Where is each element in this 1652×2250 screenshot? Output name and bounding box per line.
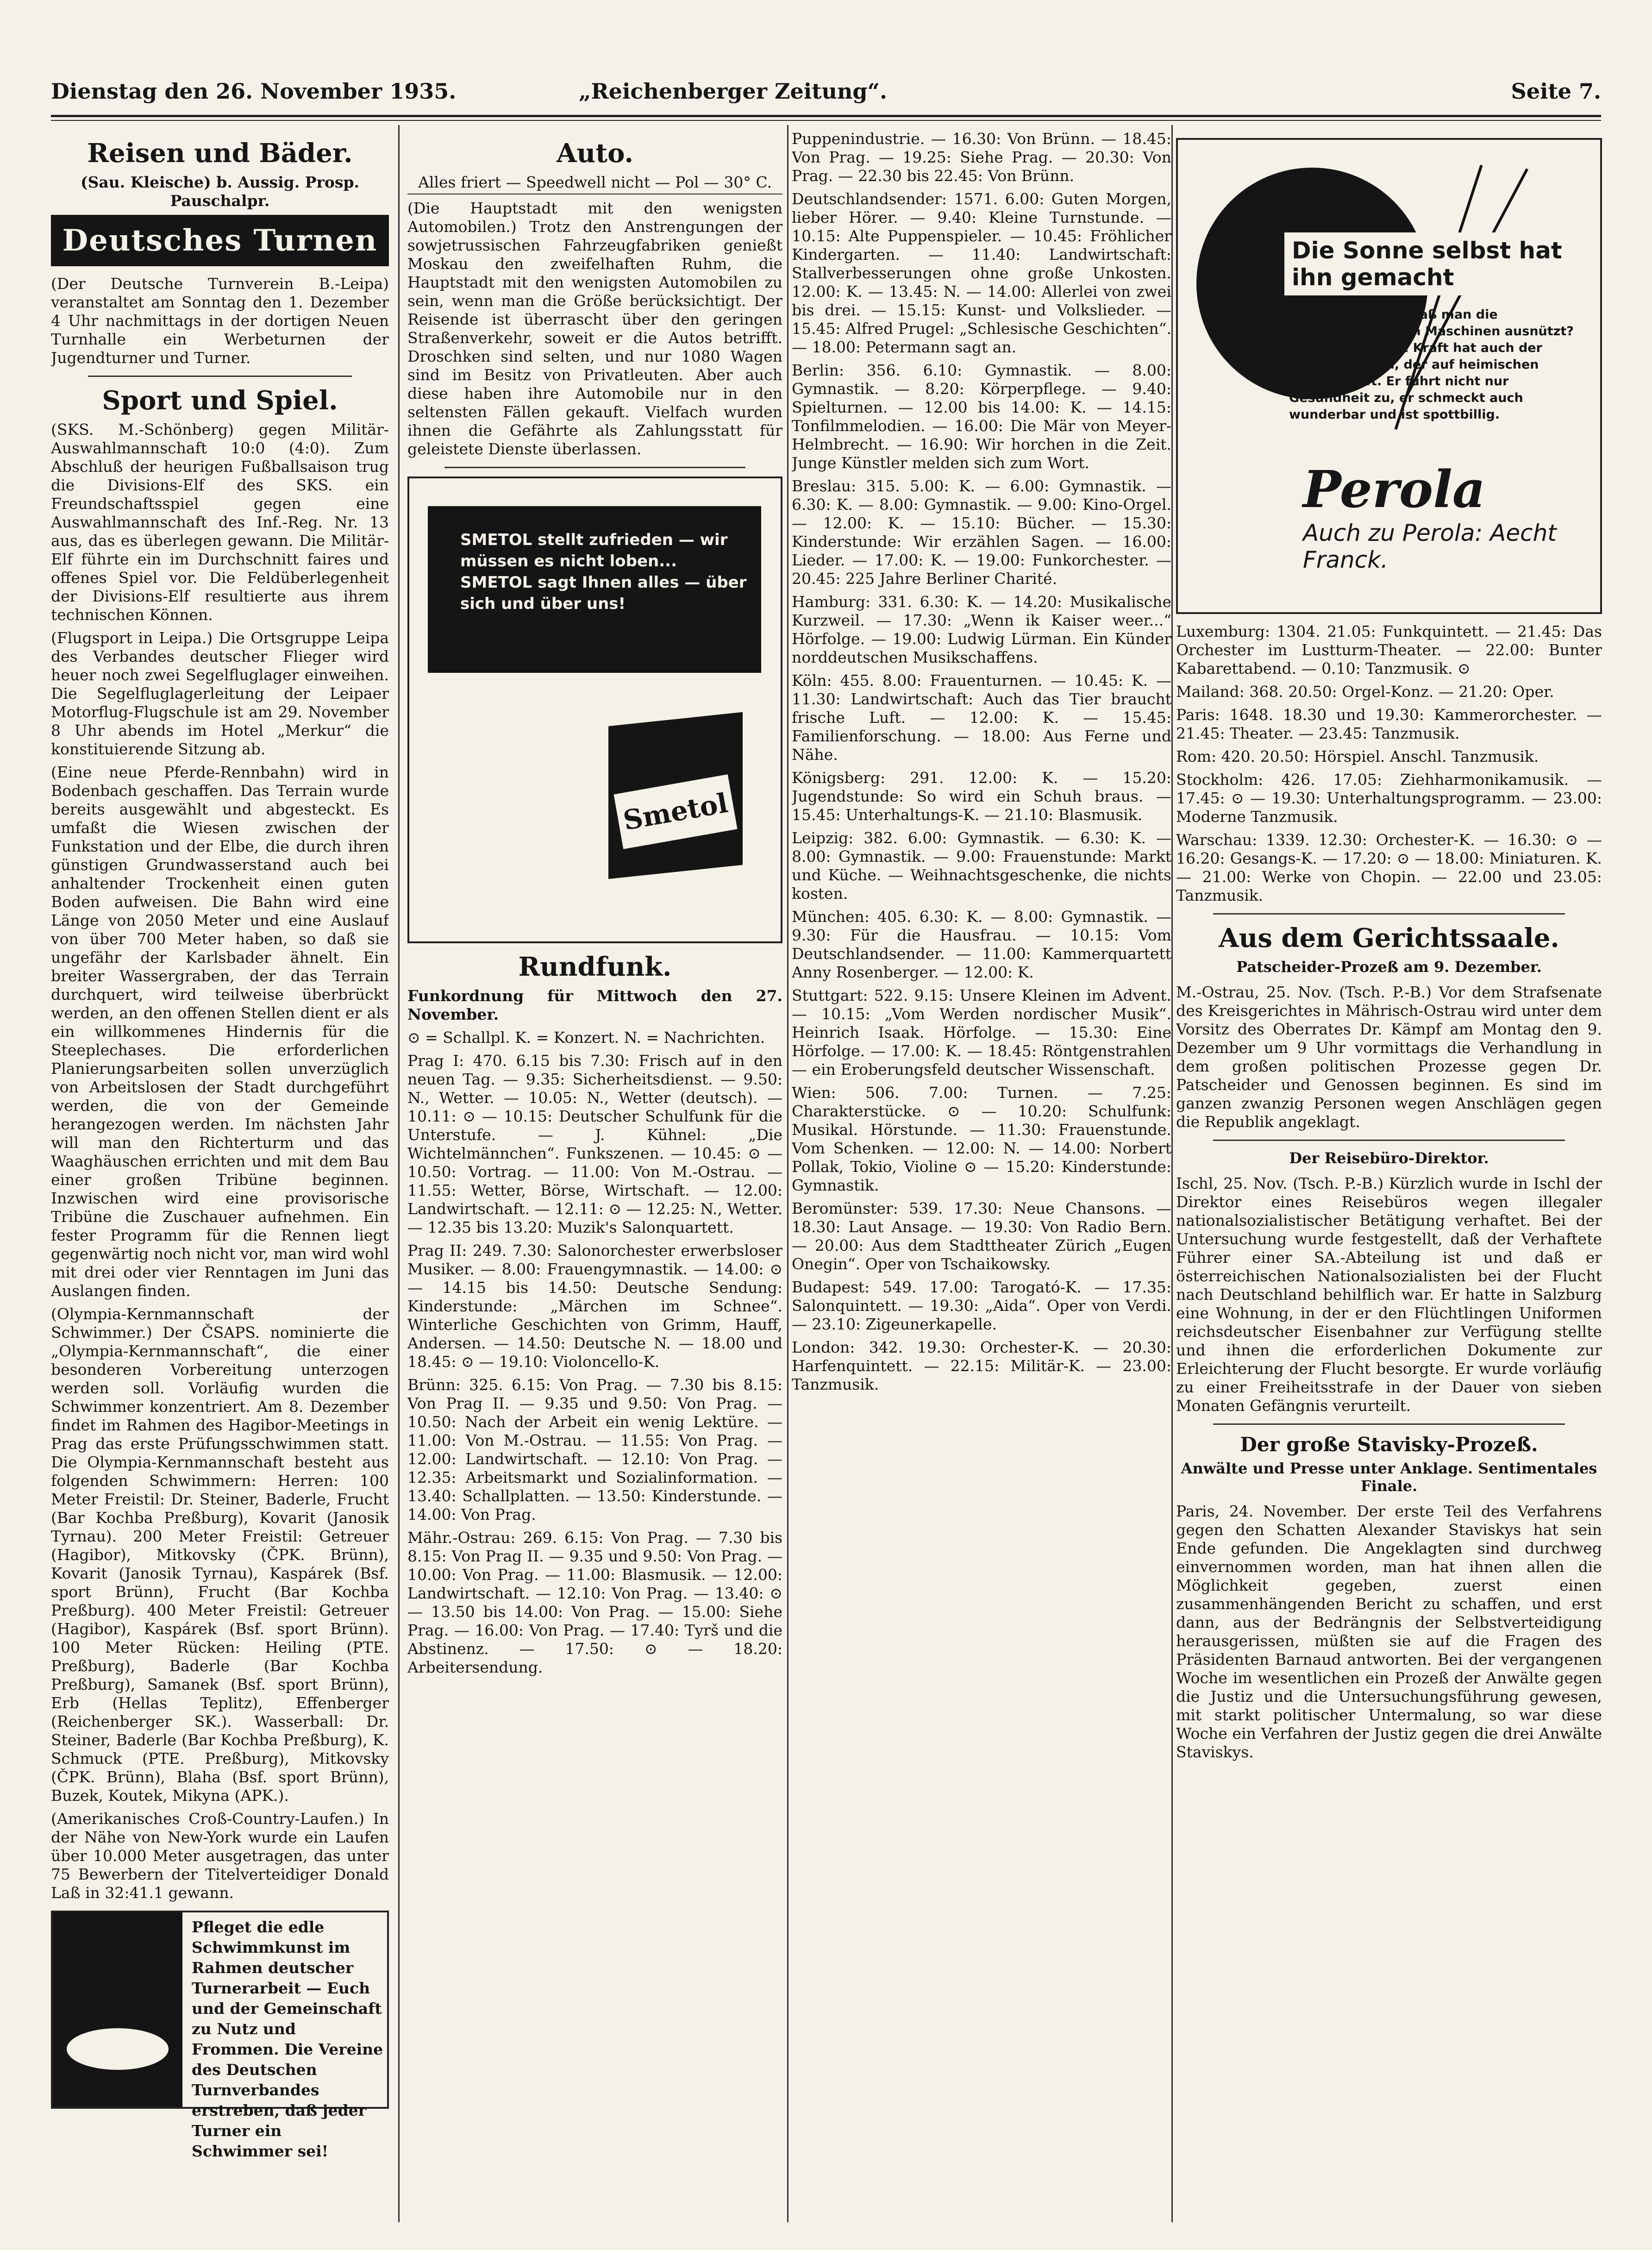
- turnen-text: (Der Deutsche Turnverein B.-Leipa) veranstaltet am Sonntag den 1. Dezember 4 Uhr nachmittags in der dortigen Neuen Turnhalle ein Werbeturnen der Jugendturner und Turner.: [51, 275, 389, 367]
- column-4: [1176, 130, 1602, 2222]
- header-title: „Reichenberger Zeitung“.: [579, 79, 888, 104]
- swim-advert: [51, 1911, 389, 2160]
- radio-listing: Paris: 1648. 18.30 und 19.30: Kammerorchester. — 21.45: Theater. — 23.45: Tanzmusik.: [1176, 706, 1602, 742]
- section-title-sport: Sport und Spiel.: [102, 385, 338, 416]
- sport-paragraph: (Eine neue Pferde-Rennbahn) wird in Bodenbach geschaffen. Das Terrain wurde bereits ausgewählt und abgesteckt. Es umfaßt die Wiesen zwischen der Funkstation und der Elbe, die durch ihren günstigen Grundwasserstand auch bei anhaltender Trockenheit einen guten Boden aufweisen. Die Bahn wird eine Länge von 2050 Meter und eine Auslauf von über 700 Meter haben, so daß sie ungefähr der Karlsbader ähnelt. Ein breiter Wassergraben, der das Terrain durchquert, wird teilweise überbrückt werden, an den offenen Stellen dient er als ein willkommenes Hindernis für die Steeplechases. Die erforderlichen Planierungsarbeiten sollen unverzüglich von Arbeitslosen der Stadt durchgeführt werden, die von der Gemeinde herangezogen werden. Im nächsten Jahr will man den Richterturm und das Waaghäuschen errichten und mit dem Bau einer großen Tribüne beginnen. Inzwischen wird eine provisorische Tribüne die Zuschauer aufnehmen. Ein fester Programm für die Rennen liegt gegenwärtig noch nicht vor, man wird wohl mit drei oder vier Renntagen im Juni das Auslangen finden.: [51, 763, 389, 1300]
- article-text: Ischl, 25. Nov. (Tsch. P.-B.) Kürzlich wurde in Ischl der Direktor eines Reisebüros wegen illegaler nationalsozialistischer Betätigung verhaftet. Bei der Untersuchung wurde festgestellt, daß der Verhaftete Führer einer SA.-Abteilung ist und daß er österreichischen Nationalsozialisten bei der Flucht nach Deutschland behilflich war. Er hatte in Salzburg eine Wohnung, in der er den Flüchtlingen Uniformen reichsdeutscher Eisenbahner zur Verfügung stellte und ihnen die erforderlichen Dokumente zur Erleichterung der Flucht besorgte. Er wurde vorläufig zu einer Freiheitsstrafe in der Dauer von sieben Monaten Gefängnis verurteilt.: [1176, 1174, 1602, 1415]
- column-3: [792, 130, 1171, 2222]
- radio-listing: Wien: 506. 7.00: Turnen. — 7.25: Charakterstücke. ⊙ — 10.20: Schulfunk: Musikal. Hörstunde. — 11.30: Frauenstunde. Vom Schenken. — 12.00: N. — 14.00: Norbert Pollak, Tokio, Violine ⊙ — 15.20: Kinderstunde: Gymnastik.: [792, 1084, 1171, 1194]
- section-title-auto: Auto.: [557, 138, 633, 169]
- header-rule: [51, 115, 1601, 121]
- radio-listing: Stuttgart: 522. 9.15: Unsere Kleinen im Advent. — 10.15: „Vom Werden nordischer Musik“. Heinrich Isaak. Hörfolge. — 15.30: Eine Hörfolge. — 17.00: K. — 18.45: Röntgenstrahlen — ein Eroberungsfeld deutscher Wissenschaft.: [792, 986, 1171, 1078]
- header-page: Seite 7.: [1511, 79, 1601, 104]
- radio-listing: Stockholm: 426. 17.05: Ziehharmonikamusik. — 17.45: ⊙ — 19.30: Unterhaltungsprogramm. — 23.00: Moderne Tanzmusik.: [1176, 771, 1602, 826]
- turnen-banner: [51, 215, 389, 266]
- radio-listing: Mähr.-Ostrau: 269. 6.15: Von Prag. — 7.30 bis 8.15: Von Prag II. — 9.35 und 9.50: Von Prag. — 10.00: Von Prag. — 11.00: Blasmusik. — 12.00: Landwirtschaft. — 12.10: Von Prag. — 13.40: ⊙ — 13.50 bis 14.00: Von Prag. — 15.00: Siehe Prag. — 16.00: Von Prag. — 17.40: Tyrš und die Abstinenz. — 17.50: ⊙ — 18.20: Arbeitersendung.: [407, 1529, 782, 1676]
- perola-headline: Die Sonne selbst hat ihn gemacht: [1284, 232, 1586, 295]
- auto-subline: Alles friert — Speedwell nicht — Pol — 30° C.: [407, 173, 782, 194]
- swim-ad-text: Pfleget die edle Schwimmkunst im Rahmen deutscher Turnerarbeit — Euch und der Gemeinschaft zu Nutz und Frommen. Die Vereine des Deutschen Turnverbandes erstreben, daß jeder Turner ein Schwimmer sei!: [192, 1918, 383, 2160]
- auto-text: (Die Hauptstadt mit den wenigsten Automobilen.) Trotz den Anstrengungen der sowjetrussischen Fahrzeugfabriken genießt Moskau den zweifelhaften Ruhm, die Hauptstadt mit den wenigsten Automobilen zu sein, wenn man die Größe berücksichtigt. Der Reisende ist überrascht über den geringen Straßenverkehr, soweit er die Autos betrifft. Droschken sind selten, und nur 1080 Wagen sind im Besitz von Privatleuten. Aber auch diese haben ihre Automobile nur in den seltensten Fällen gekauft. Vielfach wurden ihnen die Gefährte als Zahlungsstatt für geleistete Dienste überlassen.: [407, 199, 782, 458]
- divider: [1213, 913, 1565, 915]
- radio-listing: Mailand: 368. 20.50: Orgel-Konz. — 21.20: Oper.: [1176, 683, 1554, 701]
- column-rule: [1171, 125, 1173, 2222]
- perola-advert: [1176, 138, 1602, 614]
- radio-listing: Puppenindustrie. — 16.30: Von Brünn. — 18.45: Von Prag. — 19.25: Siehe Prag. — 20.30: Von Prag. — 22.30 bis 22.45: Von Brünn.: [792, 130, 1171, 185]
- radio-listing: Leipzig: 382. 6.00: Gymnastik. — 6.30: K. — 8.00: Gymnastik. — 9.00: Frauenstunde: Markt und Küche. — Weihnachtsgeschenke, die nichts kosten.: [792, 829, 1171, 903]
- column-1: [51, 130, 389, 2222]
- rundfunk-legend: ⊙ = Schallpl. K. = Konzert. N. = Nachrichten.: [407, 1028, 765, 1047]
- radio-listing: Beromünster: 539. 17.30: Neue Chansons. — 18.30: Laut Ansage. — 19.30: Von Radio Bern. — 20.00: Aus dem Stadttheater Zürich „Eugen Onegin“. Oper von Tschaikowsky.: [792, 1199, 1171, 1273]
- section-title-stavisky: Der große Stavisky-Prozeß.: [1240, 1433, 1538, 1456]
- column-2: [407, 130, 782, 2222]
- divider: [1213, 1423, 1565, 1425]
- radio-listing: Königsberg: 291. 12.00: K. — 15.20: Jugendstunde: So wird ein Schuh braus. — 15.45: Unterhaltungs-K. — 21.10: Blasmusik.: [792, 769, 1171, 824]
- section-title-reisen: Reisen und Bäder.: [87, 138, 353, 169]
- radio-listing: Budapest: 549. 17.00: Tarogató-K. — 17.35: Salonquintett. — 19.30: „Aida“. Oper von Verdi. — 23.10: Zigeunerkapelle.: [792, 1278, 1171, 1333]
- article-text: Paris, 24. November. Der erste Teil des Verfahrens gegen den Schatten Alexander Staviskys hat sein Ende gefunden. Die Angeklagten sind durchweg einvernommen worden, man hat ihnen allen die Möglichkeit gegeben, zuerst einen zusammenhängenden Bericht zu schaffen, und erst dann, aus der Bedrängnis der Selbstverteidigung herausgerissen, müßten sie auf die Fragen des Präsidenten Barnaud antworten. Bei der vergangenen Woche im wesentlichen ein Prozeß der Anwälte gegen die Justiz und die Untersuchungsführung gewesen, mit starkt politischer Untermalung, so war diese Woche ein Verfahren der Justiz gegen die drei Anwälte Staviskys.: [1176, 1502, 1602, 1761]
- sport-paragraph: (Olympia-Kernmannschaft der Schwimmer.) Der ČSAPS. nominierte die „Olympia-Kernmannschaft“, die einer besonderen Vorbereitung unterzogen werden soll. Vorläufig wurden die Schwimmer konzentriert. Am 8. Dezember findet im Rahmen des Hagibor-Meetings in Prag das erste Prüfungsschwimmen statt. Die Olympia-Kernmannschaft besteht aus folgenden Schwimmern: Herren: 100 Meter Freistil: Dr. Steiner, Baderle, Frucht (Bar Kochba Preßburg), Kovarit (Janosik Tyrnau). 200 Meter Freistil: Getreuer (Hagibor), Mitkovsky (ČPK. Brünn), Kovarit (Janosik Tyrnau), Kaspárek (Bsf. sport Brünn), Frucht (Bar Kochba Preßburg). 400 Meter Freistil: Getreuer (Hagibor), Kaspárek (Bsf. sport Brünn). 100 Meter Rücken: Heiling (PTE. Preßburg), Baderle (Bar Kochba Preßburg), Samanek (Bsf. sport Brünn), Erb (Hellas Teplitz), Effenberger (Reichenberger SK.). Wasserball: Dr. Steiner, Baderle (Bar Kochba Preßburg), K. Schmuck (PTE. Preßburg), Mitkovsky (ČPK. Brünn), Blaha (Bsf. sport Brünn), Buzek, Koutek, Mikyna (APK.).: [51, 1305, 389, 1805]
- radio-listing: Prag I: 470. 6.15 bis 7.30: Frisch auf in den neuen Tag. — 9.35: Sicherheitsdienst. — 9.50: N., Wetter. — 10.05: N., Wetter (deutsch). — 10.11: ⊙ — 10.15: Deutscher Schulfunk für die Unterstufe. — J. Kühnel: „Die Wichtelmännchen“. Funkszenen. — 10.45: ⊙ — 10.50: Vortrag. — 11.00: Von M.-Ostrau. — 11.55: Wetter, Börse, Wirtschaft. — 12.00: Landwirtschaft. — 12.11: ⊙ — 12.25: N., Wetter. — 12.35 bis 13.20: Muzik's Salonquartett.: [407, 1052, 782, 1236]
- section-title-rundfunk: Rundfunk.: [518, 952, 672, 982]
- column-rule: [787, 125, 788, 2222]
- perola-tagline: Auch zu Perola: Aecht Franck.: [1303, 520, 1557, 573]
- radio-listing: Hamburg: 331. 6.30: K. — 14.20: Musikalische Kurzweil. — 17.30: „Wenn ik Kaiser weer...“ Hörfolge. — 19.00: Ludwig Lürman. Ein Künder norddeutschen Musikschaffens.: [792, 593, 1171, 666]
- perola-logo: Perola: [1303, 459, 1486, 519]
- radio-listing: London: 342. 19.30: Orchester-K. — 20.30: Harfenquintett. — 22.15: Militär-K. — 23.00: Tanzmusik.: [792, 1338, 1171, 1393]
- radio-listing: München: 405. 6.30: K. — 8.00: Gymnastik. — 9.30: Für die Hausfrau. — 10.15: Vom Deutschlandsender. — 11.00: Kammerquartett Anny Rosenberger. — 12.00: K.: [792, 908, 1171, 981]
- sport-paragraph: (SKS. M.-Schönberg) gegen Militär-Auswahlmannschaft 10:0 (4:0). Zum Abschluß der heurigen Fußballsaison trug die Divisions-Elf des SKS. ein Freundschaftsspiel gegen eine Auswahlmannschaft des Inf.-Reg. Nr. 13 aus, das es überlegen gewann. Die Militär-Elf führte ein im Durchschnitt faires und offenes Spiel vor. Die Feldüberlegenheit der Divisions-Elf resultierte aus ihrem technischen Können.: [51, 420, 389, 624]
- perola-body: Sie wissen doch, daß man die Sonnenkraft durch Maschinen ausnützt? Diese ungeheure Kraft hat auch der PEROLA in sich, der auf heimischen Feldern reift. Er führt nicht nur Gesundheit zu, er schmeckt auch wunderbar und ist spottbillig.: [1289, 307, 1574, 422]
- divider: [88, 376, 352, 377]
- page-header: [51, 79, 1601, 111]
- column-rule: [398, 125, 400, 2222]
- radio-listing: Berlin: 356. 6.10: Gymnastik. — 8.00: Gymnastik. — 8.20: Körperpflege. — 9.40: Spielturnen. — 12.00 bis 14.00: K. — 14.15: Tonfilmmelodien. — 16.00: Die Mär von Meyer-Helmbrecht. — 16.90: Wir horchen in die Zeit. Junge Künstler melden sich zum Wort.: [792, 361, 1171, 472]
- smetol-logo: Smetol: [613, 774, 737, 849]
- radio-listing: Warschau: 1339. 12.30: Orchester-K. — 16.30: ⊙ — 16.20: Gesangs-K. — 17.20: ⊙ — 18.00: Miniaturen. K. — 21.00: Werke von Chopin. — 22.00 und 23.05: Tanzmusik.: [1176, 831, 1602, 904]
- radio-listing: Deutschlandsender: 1571. 6.00: Guten Morgen, lieber Hörer. — 9.40: Kleine Turnstunde. — 10.15: Alte Puppenspieler. — 10.45: Fröhlicher Kindergarten. — 11.40: Landwirtschaft: Stallverbesserungen ohne große Unkosten. 12.00: K. — 13.45: N. — 14.00: Allerlei von zwei bis drei. — 15.15: Kunst- und Volkslieder. — 15.45: Alfred Prugel: „Schlesische Geschichten“. — 18.00: Petermann sagt an.: [792, 190, 1171, 356]
- divider: [444, 467, 745, 468]
- sport-paragraph: (Amerikanisches Croß-Country-Laufen.) In der Nähe von New-York wurde ein Laufen über 10.000 Meter ausgetragen, das unter 75 Bewerbern der Titelverteidiger Donald Laß in 32:41.1 gewann.: [51, 1810, 389, 1902]
- divider: [1213, 1140, 1565, 1141]
- smetol-slogan: SMETOL stellt zufrieden — wir müssen es nicht loben... SMETOL sagt Ihnen alles — über sich und über uns!: [460, 531, 747, 613]
- sport-paragraph: (Flugsport in Leipa.) Die Ortsgruppe Leipa des Verbandes deutscher Flieger wird heuer noch zwei Segelfluglager einweihen. Die Segelfluglagerleitung der Leipaer Motorflug-Flugschule ist am 29. November 8 Uhr abends im Hotel „Merkur“ die konstituierende Sitzung ab.: [51, 629, 389, 758]
- reisen-line: (Sau. Kleische) b. Aussig. Prosp. Pauschalpr.: [80, 173, 360, 210]
- radio-listing: Köln: 455. 8.00: Frauenturnen. — 10.45: K. — 11.30: Landwirtschaft: Auch das Tier braucht frische Luft. — 12.00: K. — 15.45: Familienforschung. — 18.00: Aus Ferne und Nähe.: [792, 671, 1171, 764]
- rundfunk-subtitle: Funkordnung für Mittwoch den 27. November.: [407, 987, 782, 1023]
- radio-listing: Rom: 420. 20.50: Hörspiel. Anschl. Tanzmusik.: [1176, 747, 1539, 765]
- article-text: M.-Ostrau, 25. Nov. (Tsch. P.-B.) Vor dem Strafsenate des Kreisgerichtes in Mährisch-Ostrau wird unter dem Vorsitz des Oberrates Dr. Kämpf am Montag den 9. Dezember um 9 Uhr vormittags die Verhandlung in dem großen politischen Prozesse gegen Dr. Patscheider und Genossen beginnen. Es sind im ganzen zwanzig Personen wegen Anschlägen gegen die Republik angeklagt.: [1176, 983, 1602, 1131]
- radio-listing: Prag II: 249. 7.30: Salonorchester erwerbsloser Musiker. — 8.00: Frauengymnastik. — 14.00: ⊙ — 14.15 bis 14.50: Deutsche Sendung: Kinderstunde: „Märchen im Schnee“. Winterliche Geschichten von Grimm, Hauff, Andersen. — 14.50: Deutsche N. — 18.00 und 18.45: ⊙ — 19.10: Violoncello-K.: [407, 1241, 782, 1371]
- section-title-gericht: Aus dem Gerichtssaale.: [1219, 923, 1559, 953]
- article-subtitle: Patscheider-Prozeß am 9. Dezember.: [1236, 958, 1542, 976]
- smetol-advert: [407, 476, 782, 943]
- article-subtitle: Anwälte und Presse unter Anklage. Sentimentales Finale.: [1181, 1460, 1597, 1495]
- radio-listing: Luxemburg: 1304. 21.05: Funkquintett. — 21.45: Das Orchester im Lustturm-Theater. — 22.00: Bunter Kabarettabend. — 0.10: Tanzmusik. ⊙: [1176, 622, 1602, 677]
- radio-listing: Breslau: 315. 5.00: K. — 6.00: Gymnastik. — 6.30: K. — 8.00: Gymnastik. — 9.00: Kino-Orgel. — 12.00: K. — 15.10: Bücher. — 15.30: Kinderstunde: Wir erzählen Sagen. — 16.00: Lieder. — 17.00: K. — 19.00: Funkorchester. — 20.45: 225 Jahre Berliner Charité.: [792, 477, 1171, 588]
- radio-listing: Brünn: 325. 6.15: Von Prag. — 7.30 bis 8.15: Von Prag II. — 9.35 und 9.50: Von Prag. — 10.50: Nach der Arbeit ein wenig Lektüre. — 11.00: Von M.-Ostrau. — 11.55: Von Prag. — 12.00: Landwirtschaft. — 12.10: Von Prag. — 12.35: Arbeitsmarkt und Sozialinformation. — 13.40: Schallplatten. — 13.50: Kinderstunde. — 14.00: Von Prag.: [407, 1376, 782, 1523]
- banner-text: Deutsches Turnen: [62, 223, 378, 258]
- header-date: Dienstag den 26. November 1935.: [51, 79, 457, 104]
- article-subtitle: Der Reisebüro-Direktor.: [1289, 1149, 1489, 1167]
- swimmer-illustration: [53, 1912, 182, 2107]
